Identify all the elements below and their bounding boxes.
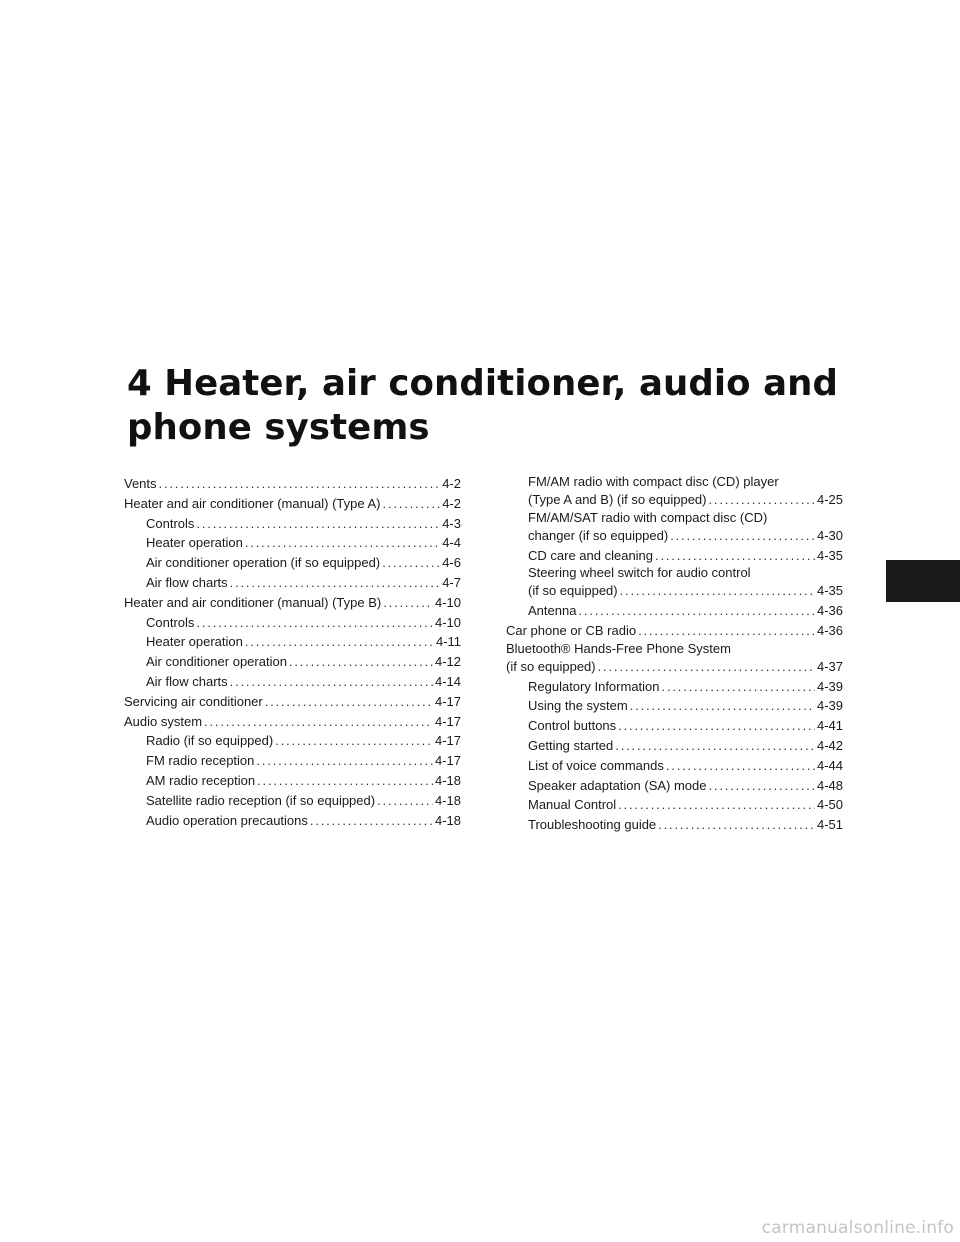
toc-leader-dots <box>630 696 815 716</box>
toc-subentry[interactable] <box>506 565 843 601</box>
toc-entry-title-line2: (if so equipped) <box>528 583 618 599</box>
toc-subentry[interactable] <box>124 731 461 751</box>
toc-subentry[interactable] <box>124 652 461 672</box>
toc-subentry[interactable] <box>506 474 843 510</box>
toc-entry-page: 4-14 <box>434 673 461 689</box>
toc-entry-title: Heater operation <box>146 634 243 650</box>
toc-entry[interactable] <box>124 474 461 494</box>
toc-entry-title: Air conditioner operation (if so equipped) <box>146 555 381 571</box>
toc-subentry[interactable] <box>124 771 461 791</box>
toc-entry-page: 4-17 <box>434 733 461 749</box>
toc-entry-title: Air flow charts <box>146 673 228 689</box>
toc-leader-dots <box>618 795 815 815</box>
toc-leader-dots <box>618 716 815 736</box>
toc-entry-page: 4-10 <box>434 614 461 630</box>
toc-leader-dots <box>256 751 433 771</box>
toc-entry[interactable] <box>124 494 461 514</box>
toc-entry-title: List of voice commands <box>528 757 664 773</box>
toc-entry-title: Controls <box>146 614 195 630</box>
toc-leader-dots <box>245 632 434 652</box>
toc-leader-dots <box>230 672 433 692</box>
toc-entry-title: Troubleshooting guide <box>528 817 657 833</box>
toc-entry-title-line2: changer (if so equipped) <box>528 527 669 543</box>
toc-subentry[interactable] <box>124 514 461 534</box>
toc-entry-title: Audio operation precautions <box>146 812 308 828</box>
toc-subentry[interactable] <box>124 791 461 811</box>
toc-entry-page: 4-17 <box>434 713 461 729</box>
toc-subentry[interactable] <box>124 533 461 553</box>
toc-subentry[interactable] <box>506 510 843 546</box>
toc-entry-title: Servicing air conditioner <box>124 693 263 709</box>
toc-entry-page: 4-10 <box>434 594 461 610</box>
toc-leader-dots <box>578 601 815 621</box>
toc-entry-page: 4-39 <box>816 678 843 694</box>
toc-subentry[interactable] <box>506 756 843 776</box>
toc-column-left <box>124 474 461 830</box>
toc-subentry[interactable] <box>506 601 843 621</box>
toc-subentry[interactable] <box>506 546 843 566</box>
toc-entry-title: Audio system <box>124 713 203 729</box>
toc-entry[interactable] <box>506 641 843 677</box>
toc-subentry[interactable] <box>506 716 843 736</box>
toc-entry-page: 4-6 <box>442 555 461 571</box>
toc-leader-dots <box>196 613 433 633</box>
toc-subentry[interactable] <box>506 696 843 716</box>
toc-leader-dots <box>310 811 433 831</box>
toc-entry-title: Controls <box>146 515 195 531</box>
toc-leader-dots <box>620 581 815 601</box>
toc-leader-dots <box>382 553 440 573</box>
toc-entry-title: Air flow charts <box>146 574 228 590</box>
toc-entry-title-line1: FM/AM radio with compact disc (CD) player <box>528 474 779 489</box>
toc-entry[interactable] <box>506 621 843 641</box>
toc-subentry[interactable] <box>124 553 461 573</box>
toc-leader-dots <box>670 526 815 546</box>
toc-entry-page: 4-7 <box>442 574 461 590</box>
toc-entry-title: Heater operation <box>146 535 243 551</box>
toc-subentry[interactable] <box>124 613 461 633</box>
toc-leader-dots <box>383 593 433 613</box>
toc-leader-dots <box>655 546 815 566</box>
chapter-tab-marker <box>886 560 960 602</box>
toc-entry-title: Car phone or CB radio <box>506 622 637 638</box>
toc-entry-page: 4-50 <box>816 797 843 813</box>
toc-entry-page: 4-44 <box>816 757 843 773</box>
toc-leader-dots <box>598 657 815 677</box>
toc-entry-page: 4-30 <box>816 527 843 543</box>
toc-entry-title-line1: Bluetooth® Hands-Free Phone System <box>506 640 731 656</box>
toc-subentry[interactable] <box>124 672 461 692</box>
toc-subentry[interactable] <box>506 815 843 835</box>
toc-leader-dots <box>245 533 440 553</box>
toc-subentry[interactable] <box>124 811 461 831</box>
toc-entry-title: AM radio reception <box>146 772 256 788</box>
toc-entry-title-line2: (if so equipped) <box>506 658 596 674</box>
toc-entry-title: Heater and air conditioner (manual) (Type B) <box>124 594 382 610</box>
toc-entry-title: Satellite radio reception (if so equipped) <box>146 792 376 808</box>
toc-entry-page: 4-35 <box>816 547 843 563</box>
toc-leader-dots <box>383 494 441 514</box>
toc-leader-dots <box>257 771 433 791</box>
toc-leader-dots <box>159 474 441 494</box>
toc-entry-page: 4-2 <box>442 495 461 511</box>
toc-entry[interactable] <box>124 593 461 613</box>
toc-leader-dots <box>265 692 433 712</box>
toc-leader-dots <box>658 815 815 835</box>
toc-entry-page: 4-36 <box>816 622 843 638</box>
toc-leader-dots <box>709 776 815 796</box>
toc-entry[interactable] <box>124 692 461 712</box>
toc-entry-page: 4-11 <box>435 634 461 650</box>
toc-entry[interactable] <box>124 712 461 732</box>
toc-entry-title: Getting started <box>528 737 614 753</box>
toc-leader-dots <box>615 736 815 756</box>
toc-entry-title: CD care and cleaning <box>528 547 654 563</box>
toc-leader-dots <box>709 490 815 510</box>
toc-entry-title: FM radio reception <box>146 753 255 769</box>
toc-entry-page: 4-41 <box>816 718 843 734</box>
toc-subentry[interactable] <box>124 751 461 771</box>
watermark: carmanualsonline.info <box>761 1218 954 1238</box>
toc-entry-page: 4-37 <box>816 658 843 674</box>
toc-leader-dots <box>204 712 433 732</box>
toc-entry-title: Speaker adaptation (SA) mode <box>528 777 707 793</box>
toc-entry-title: Heater and air conditioner (manual) (Type A) <box>124 495 381 511</box>
toc-entry-title: Control buttons <box>528 718 617 734</box>
toc-entry-title: Vents <box>124 476 157 491</box>
toc-entry-page: 4-35 <box>816 583 843 599</box>
toc-entry-page: 4-18 <box>434 792 461 808</box>
toc-entry-page: 4-17 <box>434 753 461 769</box>
toc-leader-dots <box>662 677 815 697</box>
toc-entry-title-line2: (Type A and B) (if so equipped) <box>528 492 707 507</box>
toc-entry-title: Air conditioner operation <box>146 654 287 670</box>
toc-entry-page: 4-2 <box>442 476 461 491</box>
toc-entry-page: 4-36 <box>816 603 843 619</box>
toc-entry-page: 4-3 <box>442 515 461 531</box>
toc-entry-title: Using the system <box>528 698 628 714</box>
toc-entry-page: 4-42 <box>816 737 843 753</box>
toc-entry-page: 4-48 <box>816 777 843 793</box>
toc-leader-dots <box>666 756 815 776</box>
toc-entry-title: Manual Control <box>528 797 617 813</box>
toc-subentry[interactable] <box>506 677 843 697</box>
toc-leader-dots <box>377 791 433 811</box>
toc-entry-page: 4-18 <box>434 812 461 828</box>
toc-entry-page: 4-17 <box>434 693 461 709</box>
toc-column-right <box>506 474 843 835</box>
toc-entry-title: Radio (if so equipped) <box>146 733 274 749</box>
toc-subentry[interactable] <box>506 736 843 756</box>
toc-entry-title-line1: FM/AM/SAT radio with compact disc (CD) <box>528 509 768 525</box>
toc-leader-dots <box>275 731 433 751</box>
toc-entry-page: 4-18 <box>434 772 461 788</box>
toc-subentry[interactable] <box>124 573 461 593</box>
toc-leader-dots <box>196 514 440 534</box>
toc-leader-dots <box>289 652 433 672</box>
toc-entry-title: Antenna <box>528 603 577 619</box>
toc-entry-page: 4-4 <box>442 535 461 551</box>
toc-subentry[interactable] <box>506 776 843 796</box>
toc-entry-page: 4-12 <box>434 654 461 670</box>
toc-entry-page: 4-51 <box>816 817 843 833</box>
toc-entry-title-line1: Steering wheel switch for audio control <box>528 565 751 581</box>
toc-leader-dots <box>638 621 815 641</box>
chapter-title: 4 Heater, air conditioner, audio and phone systems <box>127 363 839 448</box>
toc-leader-dots <box>230 573 441 593</box>
toc-entry-title: Regulatory Information <box>528 678 660 694</box>
toc-subentry[interactable] <box>124 632 461 652</box>
toc-entry-page: 4-39 <box>816 698 843 714</box>
toc-entry-page: 4-25 <box>816 492 843 507</box>
toc-subentry[interactable] <box>506 795 843 815</box>
